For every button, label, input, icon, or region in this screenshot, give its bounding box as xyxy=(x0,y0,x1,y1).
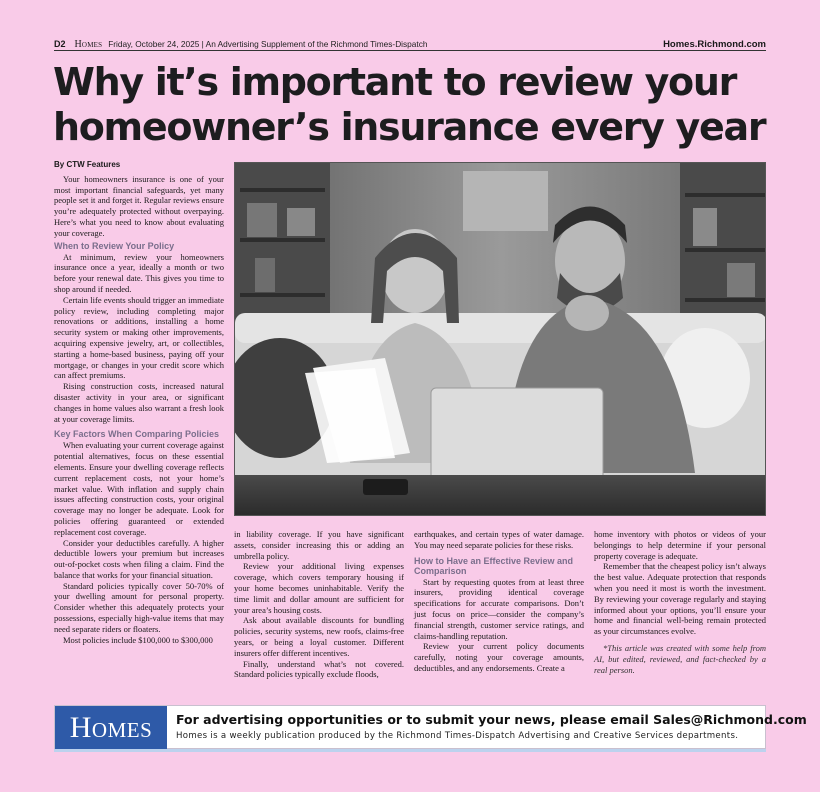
footer-divider xyxy=(54,749,766,752)
paragraph: earthquakes, and certain types of water damage. You may need separate policies for these risks. xyxy=(414,529,584,550)
article-column-1 xyxy=(54,160,224,645)
ai-disclosure-note: *This article was created with some help from AI, but edited, reviewed, and fact-checked by a real person. xyxy=(594,642,766,675)
section-logo: Homes xyxy=(74,38,103,50)
paragraph: home inventory with photos or videos of your belongings to help determine if your personal property coverage is adequate. xyxy=(594,529,766,561)
article-photo xyxy=(234,162,766,516)
paragraph: At minimum, review your homeowners insurance once a year, ideally a month or two before your renewal date. This gives you time to shop around if needed. xyxy=(54,251,224,294)
paragraph: Certain life events should trigger an immediate policy review, including completing major renovations or additions, installing a home security system or making other improvements, acquiring expensive jewelry, art, or collectibles, starting a home-based business, paying off your mortgage, or changes in your credit score which can affect premiums. xyxy=(54,294,224,381)
couple-laptop-photo xyxy=(235,163,766,516)
article-column-2 xyxy=(234,529,404,680)
page-number: D2 xyxy=(54,39,66,49)
date-line: Friday, October 24, 2025 | An Advertising Supplement of the Richmond Times-Dispatch xyxy=(108,39,428,49)
article-headline: Why it’s important to review your homeowner’s insurance every year xyxy=(53,60,766,149)
byline: By CTW Features xyxy=(54,160,121,169)
header-divider xyxy=(54,50,766,51)
paragraph: Your homeowners insurance is one of your most important financial safeguards, yet many people set it and forget it. Regular reviews ensure you’re adequately protected without overpaying. Here’s what you need to know about evaluating your coverage. xyxy=(54,173,224,238)
paragraph: Finally, understand what’s not covered. Standard policies typically exclude floods, xyxy=(234,658,404,680)
subhead: When to Review Your Policy xyxy=(54,240,175,251)
paragraph: in liability coverage. If you have significant assets, consider increasing this or adding an umbrella policy. xyxy=(234,529,404,561)
paragraph: Ask about available discounts for bundling policies, security systems, new roofs, claims-free years, or being a loyal customer. Different insurers offer different incentives. xyxy=(234,615,404,658)
subhead: Key Factors When Comparing Policies xyxy=(54,429,220,440)
paragraph: Standard policies typically cover 50-70% of your dwelling amount for personal property. Consider whether this adequately protects your possessions, especially high-value items that may need separate riders or floaters. xyxy=(54,580,224,634)
paragraph: Review your additional living expenses coverage, which covers temporary housing if your home becomes uninhabitable. Verify the time limit and dollar amount are sufficient for your area’s housing costs. xyxy=(234,561,404,615)
subhead: How to Have an Effective Review and Comparison xyxy=(414,555,574,576)
paragraph: Review your current policy documents carefully, noting your coverage amounts, deductibles, and any endorsements. Create a xyxy=(414,641,584,673)
site-link[interactable]: Homes.Richmond.com xyxy=(663,38,766,50)
paragraph: When evaluating your current coverage against potential alternatives, focus on these essential elements. Ensure your dwelling coverage reflects current replacement costs, not your home’s market value. With inflation and supply chain issues affecting construction costs, your original coverage may no longer be adequate. Look for policies offering guaranteed or extended replacement cost coverage. xyxy=(54,440,224,537)
article-column-4 xyxy=(594,529,766,675)
paragraph: Remember that the cheapest policy isn’t always the best value. Adequate protection that responds when you need it most is worth the investment. By reviewing your coverage regularly and staying informed about your options, you’ll ensure your home and financial well-being remain protected as your circumstances evolve. xyxy=(594,561,766,637)
paragraph: Consider your deductibles carefully. A higher deductible lowers your premium but increases out-of-pocket costs when filing a claim. Find the balance that works for your financial situation. xyxy=(54,537,224,580)
paragraph: Most policies include $100,000 to $300,000 xyxy=(63,634,213,645)
page-header xyxy=(54,37,766,51)
homes-logo: Homes xyxy=(55,706,167,750)
paragraph: Rising construction costs, increased natural disaster activity in your area, or significant changes in home values also warrant a fresh look at your coverage limits. xyxy=(54,381,224,424)
footer-publication-note: Homes is a weekly publication produced by the Richmond Times-Dispatch Advertising and Creative Services departments. xyxy=(176,731,739,741)
footer-contact-line: For advertising opportunities or to submit your news, please email Sales@Richmond.com xyxy=(176,712,807,727)
footer-banner xyxy=(54,705,807,749)
article-column-3 xyxy=(414,529,584,674)
paragraph: Start by requesting quotes from at least three insurers, providing identical coverage specifications for accurate comparisons. Don’t just focus on price—consider the company’s financial strength, customer service ratings, and claims-handling reputation. xyxy=(414,576,584,641)
